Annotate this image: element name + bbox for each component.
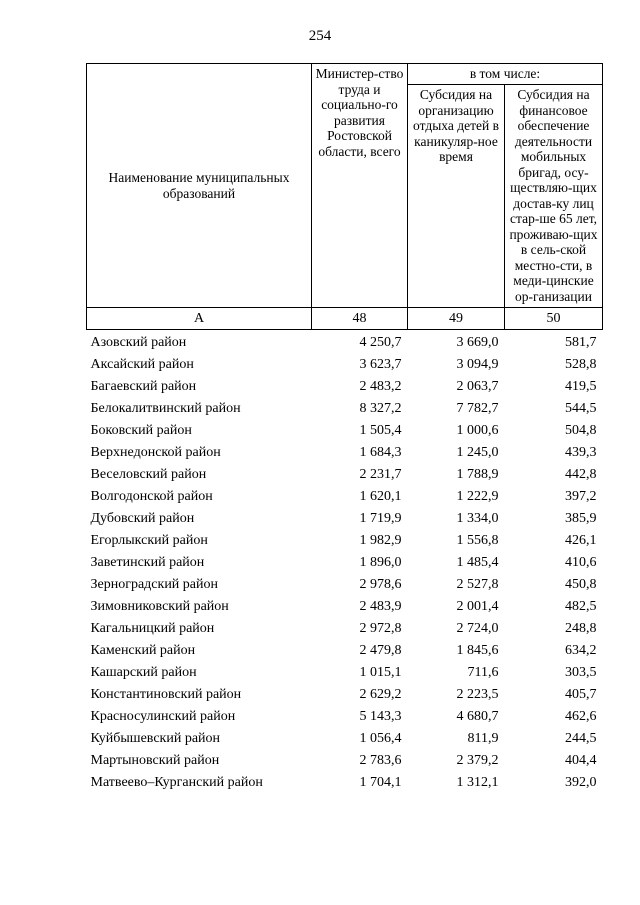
value-49: 2 223,5 [456,687,499,702]
table-row [87,442,603,464]
value-48: 1 896,0 [359,555,402,570]
table-row [87,574,603,596]
value-49: 2 379,2 [456,753,499,768]
row-name: Куйбышевский район [90,731,221,746]
value-50: 442,8 [565,467,597,482]
row-name: Азовский район [90,335,187,350]
index-cell: 50 [505,308,603,330]
table-row [87,706,603,728]
row-name: Багаевский район [90,379,197,394]
value-49: 1 312,1 [456,775,499,790]
value-49: 1 334,0 [456,511,499,526]
value-50: 482,5 [565,599,597,614]
page-number: 254 [308,28,332,44]
value-49: 1 845,6 [456,643,499,658]
value-49: 2 001,4 [456,599,499,614]
value-50: 392,0 [565,775,597,790]
value-50: 410,6 [565,555,597,570]
table-row [87,376,603,398]
row-name: Заветинский район [90,555,205,570]
value-50: 419,5 [565,379,597,394]
value-49: 1 245,0 [456,445,499,460]
value-50: 397,2 [565,489,597,504]
value-50: 385,9 [565,511,597,526]
table-row [87,684,603,706]
row-name: Дубовский район [90,511,195,526]
table-row [87,750,603,772]
value-49: 3 669,0 [456,335,499,350]
value-50: 405,7 [565,687,597,702]
table-row [87,662,603,684]
value-49: 2 063,7 [456,379,499,394]
value-48: 3 623,7 [359,357,402,372]
index-cell: 49 [408,308,505,330]
value-49: 711,6 [467,665,499,680]
table-row [87,330,603,355]
value-50: 581,7 [565,335,597,350]
value-49: 1 222,9 [456,489,499,504]
value-49: 811,9 [467,731,499,746]
value-48: 1 684,3 [359,445,402,460]
header-sub2: Субсидия на финансовое обеспечение деятельности мобильных бригад, осу-ществляю-щих достав-ку лиц стар-ше 65 лет, проживаю-щих в сель-ской местно-сти, в меди-цинские ор-ганизации [505,85,603,308]
value-48: 5 143,3 [359,709,402,724]
row-name: Волгодонской район [90,489,213,504]
value-50: 439,3 [565,445,597,460]
header-name: Наименование муниципальных образований [87,64,312,308]
header-including: в том числе: [408,64,603,85]
value-49: 2 527,8 [456,577,499,592]
value-48: 1 704,1 [359,775,402,790]
row-name: Веселовский район [90,467,207,482]
value-48: 2 231,7 [359,467,402,482]
table-row [87,596,603,618]
row-name: Кагальницкий район [90,621,215,636]
value-49: 1 485,4 [456,555,499,570]
subsidy-table [86,63,603,794]
table-row [87,464,603,486]
table-row [87,354,603,376]
value-49: 4 680,7 [456,709,499,724]
value-49: 2 724,0 [456,621,499,636]
value-50: 462,6 [565,709,597,724]
table-row [87,420,603,442]
table-row [87,508,603,530]
value-48: 4 250,7 [359,335,402,350]
value-50: 248,8 [565,621,597,636]
row-name: Константиновский район [90,687,242,702]
row-name: Каменский район [90,643,196,658]
value-48: 1 056,4 [359,731,402,746]
value-48: 2 783,6 [359,753,402,768]
value-50: 404,4 [565,753,597,768]
row-name: Зимовниковский район [90,599,229,614]
value-48: 2 629,2 [359,687,402,702]
index-cell: А [87,308,312,330]
value-49: 3 094,9 [456,357,499,372]
table-row [87,618,603,640]
value-49: 1 556,8 [456,533,499,548]
table-row [87,530,603,552]
value-48: 2 483,9 [359,599,402,614]
value-49: 1 788,9 [456,467,499,482]
value-48: 2 978,6 [359,577,402,592]
value-49: 1 000,6 [456,423,499,438]
table-row [87,772,603,794]
value-50: 303,5 [565,665,597,680]
value-48: 1 719,9 [359,511,402,526]
value-48: 1 015,1 [359,665,402,680]
value-49: 7 782,7 [456,401,499,416]
header-sub1: Субсидия на организацию отдыха детей в каникуляр-ное время [408,85,505,308]
row-name: Егорлыкский район [90,533,208,548]
value-48: 2 972,8 [359,621,402,636]
table-body [87,330,603,795]
value-50: 528,8 [565,357,597,372]
value-48: 1 620,1 [359,489,402,504]
table-row [87,552,603,574]
row-name: Верхнедонской район [90,445,221,460]
value-50: 244,5 [565,731,597,746]
value-50: 504,8 [565,423,597,438]
row-name: Кашарский район [90,665,197,680]
row-name: Зерноградский район [90,577,218,592]
row-name: Аксайский район [90,357,194,372]
row-name: Белокалитвинский район [90,401,241,416]
value-48: 8 327,2 [359,401,402,416]
row-name: Красносулинский район [90,709,236,724]
value-48: 1 505,4 [359,423,402,438]
value-50: 426,1 [565,533,597,548]
value-48: 1 982,9 [359,533,402,548]
header-total: Министер-ство труда и социально-го развития Ростовской области, всего [312,64,408,308]
row-name: Матвеево–Курганский район [90,775,263,790]
table-row [87,486,603,508]
row-name: Боковский район [90,423,192,438]
value-50: 544,5 [565,401,597,416]
table-row [87,640,603,662]
value-50: 634,2 [565,643,597,658]
table-row [87,728,603,750]
value-48: 2 483,2 [359,379,402,394]
value-50: 450,8 [565,577,597,592]
value-48: 2 479,8 [359,643,402,658]
row-name: Мартыновский район [90,753,220,768]
table-row [87,398,603,420]
index-cell: 48 [312,308,408,330]
